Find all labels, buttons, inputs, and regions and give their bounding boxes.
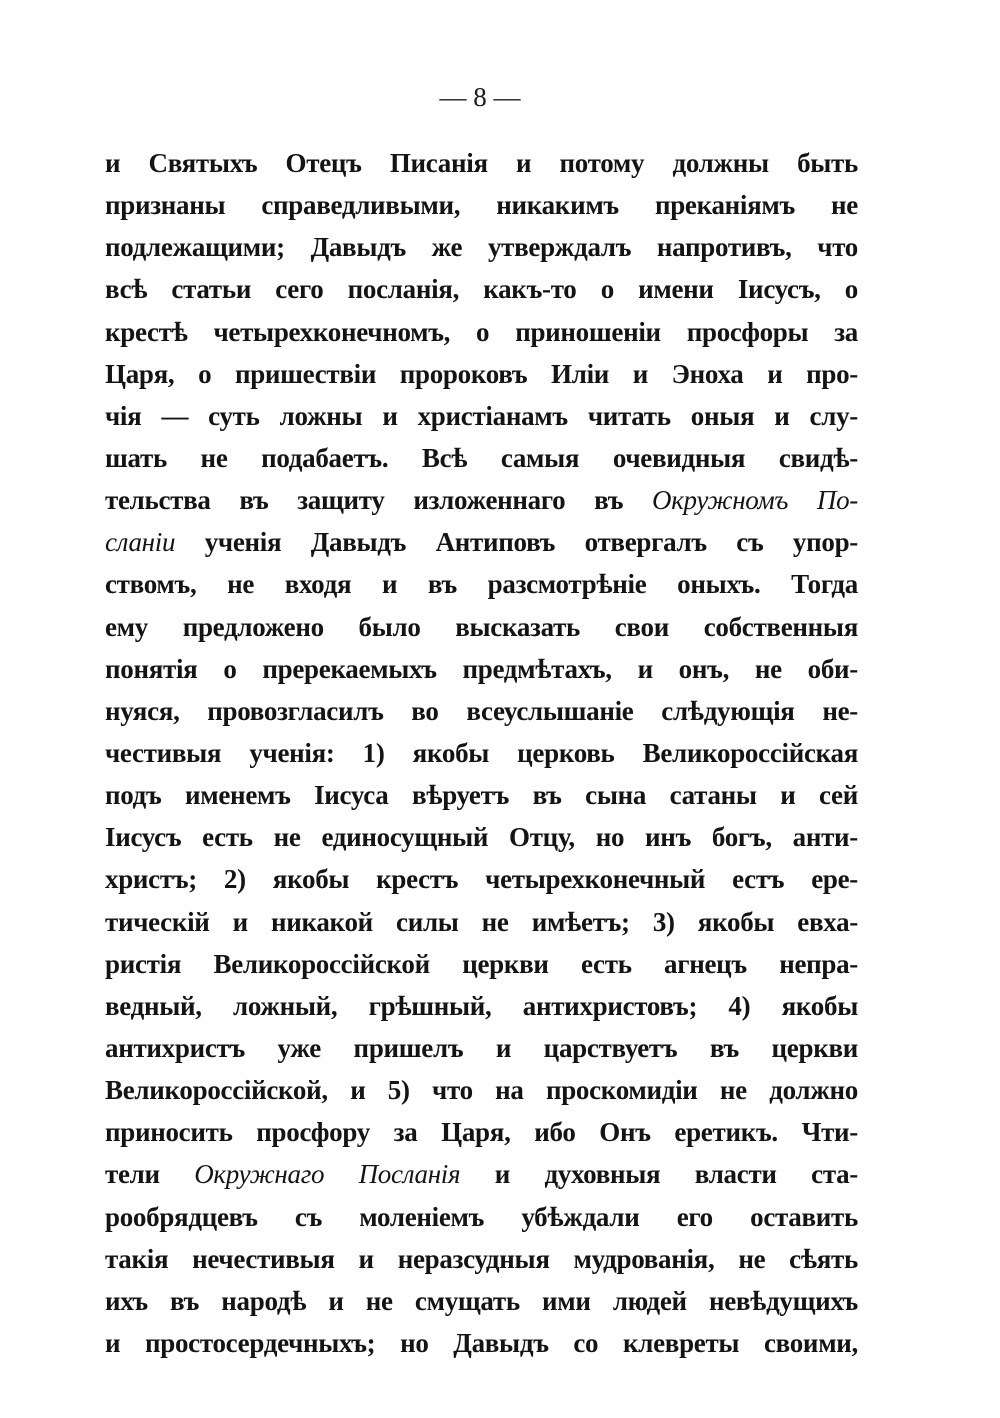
text-line bbox=[105, 1280, 858, 1322]
text-line bbox=[105, 311, 858, 353]
text-segment: христъ; 2) якобы крестъ четырехконечный естъ ере- bbox=[105, 864, 858, 895]
text-segment: шать не подабаетъ. Всѣ самыя очевидныя свидѣ- bbox=[105, 442, 858, 473]
text-line bbox=[105, 606, 858, 648]
text-line bbox=[105, 732, 858, 774]
text-segment: тельства въ защиту изложеннаго въ bbox=[105, 485, 652, 516]
text-line bbox=[105, 521, 858, 563]
text-segment: приносить просфору за Царя, ибо Онъ еретикъ. Чти- bbox=[105, 1117, 858, 1148]
text-segment: ему предложено было высказать свои собственныя bbox=[105, 611, 858, 642]
text-segment: ведный, ложный, грѣшный, антихристовъ; 4) якобы bbox=[105, 990, 858, 1021]
text-segment: и духовныя власти ста- bbox=[460, 1159, 858, 1190]
text-line bbox=[105, 816, 858, 858]
text-line bbox=[105, 1069, 858, 1111]
body-text bbox=[105, 142, 858, 1364]
text-line bbox=[105, 395, 858, 437]
text-segment: такія нечестивыя и неразсудныя мудрованія, не сѣять bbox=[105, 1243, 858, 1274]
text-line bbox=[105, 268, 858, 310]
text-segment: честивыя ученія: 1) якобы церковь Великороссійская bbox=[105, 737, 858, 768]
text-line bbox=[105, 943, 858, 985]
text-segment: Іисусъ есть не единосущный Отцу, но инъ богъ, анти- bbox=[105, 822, 858, 853]
text-line bbox=[105, 774, 858, 816]
italic-title-text: Окружномъ По- bbox=[652, 485, 858, 516]
text-segment: ствомъ, не входя и въ разсмотрѣніе оныхъ. Тогда bbox=[105, 569, 858, 600]
text-line bbox=[105, 1111, 858, 1153]
text-line bbox=[105, 184, 858, 226]
text-line bbox=[105, 1238, 858, 1280]
italic-title-text: сланіи bbox=[105, 527, 176, 558]
text-segment: ристія Великороссійской церкви есть агнецъ непра- bbox=[105, 948, 858, 979]
text-line bbox=[105, 353, 858, 395]
text-segment: ученія Давыдъ Антиповъ отвергалъ съ упор- bbox=[175, 527, 858, 558]
text-segment: крестѣ четырехконечномъ, о приношеніи просфоры за bbox=[105, 316, 858, 347]
text-segment: подлежащими; Давыдъ же утверждалъ напротивъ, что bbox=[105, 232, 858, 263]
text-line bbox=[105, 437, 858, 479]
text-segment: Царя, о пришествіи пророковъ Иліи и Эноха и про- bbox=[105, 358, 858, 389]
text-line bbox=[105, 1322, 858, 1364]
text-segment: тели bbox=[105, 1159, 195, 1190]
text-segment: признаны справедливыми, никакимъ преканіямъ не bbox=[105, 190, 858, 221]
text-line bbox=[105, 690, 858, 732]
text-segment: чія — суть ложны и христіанамъ читать оныя и слу- bbox=[105, 400, 858, 431]
text-segment: ихъ въ народѣ и не смущать ими людей невѣдущихъ bbox=[105, 1285, 858, 1316]
text-line bbox=[105, 563, 858, 605]
text-line bbox=[105, 142, 858, 184]
text-segment: всѣ статьи сего посланія, какъ-то о имени Іисусъ, о bbox=[105, 274, 858, 305]
page-number: — 8 — bbox=[439, 82, 521, 112]
text-segment: и простосердечныхъ; но Давыдъ со клевреты своими, bbox=[105, 1327, 858, 1358]
text-segment: подъ именемъ Іисуса вѣруетъ въ сына сатаны и сей bbox=[105, 780, 858, 811]
text-line bbox=[105, 1196, 858, 1238]
text-segment: Великороссійской, и 5) что на проскомидіи не должно bbox=[105, 1075, 858, 1106]
text-line bbox=[105, 901, 858, 943]
text-segment: рообрядцевъ съ моленіемъ убѣждали его оставить bbox=[105, 1201, 858, 1232]
text-segment: понятія о пререкаемыхъ предмѣтахъ, и онъ, не оби- bbox=[105, 653, 858, 684]
text-line bbox=[105, 226, 858, 268]
text-line bbox=[105, 1153, 858, 1195]
text-line bbox=[105, 858, 858, 900]
text-segment: антихристъ уже пришелъ и царствуетъ въ церкви bbox=[105, 1032, 858, 1063]
text-segment: и Святыхъ Отецъ Писанія и потому должны быть bbox=[105, 148, 858, 178]
text-line bbox=[105, 479, 858, 521]
text-segment: тическій и никакой силы не имѣетъ; 3) якобы евха- bbox=[105, 906, 858, 937]
text-line bbox=[105, 648, 858, 690]
italic-title-text: Окружнаго Посланія bbox=[194, 1159, 461, 1190]
text-line bbox=[105, 985, 858, 1027]
text-segment: нуяся, провозгласилъ во всеуслышаніе слѣдующія не- bbox=[105, 695, 858, 726]
text-line bbox=[105, 1027, 858, 1069]
